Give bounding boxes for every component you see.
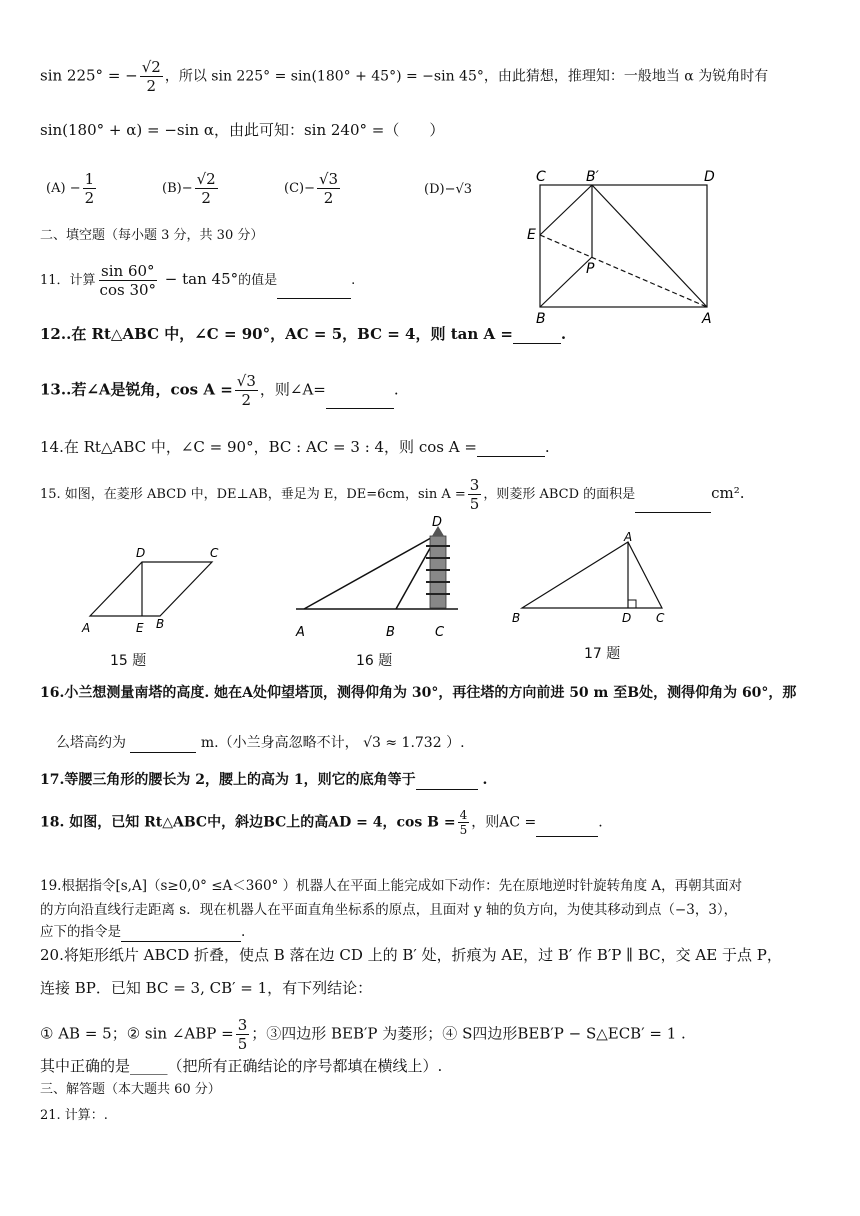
q14-text: 14.在 Rt△ABC 中，∠C = 90°，BC : AC = 3 : 4，则 cos A =: [40, 438, 477, 456]
q10-option-b: [162, 170, 220, 207]
q13-suffix: ，则∠A=: [259, 380, 326, 399]
label-c: C: [536, 169, 546, 185]
q11-mid: − tan 45°: [160, 270, 239, 288]
label-c: C: [656, 611, 665, 625]
q13-prefix: 13..若∠A是锐角，cos A =: [40, 380, 233, 399]
q19-answer-blank[interactable]: [121, 925, 241, 942]
q10-line1: [40, 58, 768, 95]
q14: [40, 437, 550, 457]
label-d: D: [704, 169, 715, 185]
q16-line2-prefix: 么塔高约为: [56, 735, 126, 751]
q20-num: 3: [237, 1016, 248, 1034]
option-sign: −: [444, 182, 456, 197]
rhombus-abcd: [90, 562, 212, 616]
q10-option-c: [284, 170, 342, 207]
label-b: B: [512, 611, 521, 625]
label-b-prime: B′: [586, 169, 599, 185]
q19-line1: 19.根据指令[s,A]（s≥0,0° ≤A＜360° ）机器人在平面上能完成如下动作：先在原地逆时针旋转角度 A，再朝其面对: [40, 878, 743, 894]
q20-line2: 连接 BP．已知 BC = 3, CB′ = 1，有下列结论：: [40, 979, 373, 997]
option-den: 2: [201, 189, 211, 207]
q11-fraction: [98, 262, 158, 299]
q12-text: 12..在 Rt△ABC 中，∠C = 90°，AC = 5，BC = 4，则 tan A =: [40, 325, 513, 343]
q11-answer-blank[interactable]: [277, 282, 351, 299]
q18: [40, 808, 603, 837]
label-e: E: [136, 621, 144, 634]
q19-end: .: [241, 924, 246, 940]
q11: 11．计算 $\frac{\sin 60^\circ}{\cos 30^\circ}$ − tan 45°的值是 .: [40, 262, 356, 299]
q11-num: sin 60°: [101, 262, 155, 280]
segment-bp: [540, 257, 592, 307]
q21: 21. 计算：.: [40, 1108, 108, 1123]
q10-option-d: [424, 180, 472, 200]
q20-den: 5: [237, 1035, 248, 1053]
tower-icon: [426, 526, 450, 608]
q20-line3-b: ；③四边形 BEB′P 为菱形；④ S四边形BEB′P − S△ECB′ = 1 .: [251, 1024, 686, 1043]
q12-end: .: [560, 325, 567, 343]
option-num: √3: [455, 182, 473, 197]
label-a: A: [702, 311, 712, 327]
q19-line3: [40, 922, 245, 942]
q20-line1: 20.将矩形纸片 ABCD 折叠，使点 B 落在边 CD 上的 B′ 处，折痕为 AE，过 B′ 作 B′P ∥ BC，交 AE 于点 P，: [40, 946, 782, 964]
q10-fraction: [140, 58, 163, 95]
q14-answer-blank[interactable]: [477, 440, 545, 457]
q15: [40, 476, 745, 513]
q19-line3-text: 应下的指令是: [40, 924, 121, 940]
option-sign: −: [304, 181, 315, 196]
q20-line4: 其中正确的是_____（把所有正确结论的序号都填在横线上）.: [40, 1057, 443, 1075]
option-sign: −: [69, 181, 81, 196]
q17-end: .: [482, 772, 488, 788]
segment-b1a: [592, 185, 707, 307]
option-label: (B): [162, 181, 182, 196]
q11-prefix: 11．计算: [40, 273, 96, 288]
q12: [40, 324, 566, 344]
q18-num: 4: [459, 808, 468, 822]
q19-line2: 的方向沿直线行走距离 s．现在机器人在平面直角坐标系的原点，且面对 y 轴的负方向，为使其移动到点（−3，3），: [40, 902, 738, 918]
option-den: 2: [84, 189, 95, 207]
option-num: √3: [319, 170, 339, 188]
option-sign: −: [181, 181, 193, 196]
q15-num: 3: [469, 476, 480, 494]
q16-line1: 16.小兰想测量南塔的高度. 她在A处仰望塔顶，测得仰角为 30°，再往塔的方向前进 50 m 至B处，测得仰角为 60°，那: [40, 685, 797, 701]
q17: [40, 770, 487, 790]
q15-prefix: 15. 如图，在菱形 ABCD 中，DE⊥AB，垂足为 E，DE=6cm，sin A =: [40, 487, 466, 502]
q13-num: √3: [236, 372, 256, 390]
figure-15-caption: 15 题: [110, 653, 147, 669]
label-a: A: [624, 530, 633, 544]
q17-answer-blank[interactable]: [416, 773, 478, 790]
q10-frac-den: 2: [146, 77, 157, 95]
q13-answer-blank[interactable]: [326, 392, 394, 409]
q16-line2-suffix: m.（小兰身高忽略不计， √3 ≈ 1.732 ）.: [200, 735, 465, 751]
q18-answer-blank[interactable]: [536, 820, 598, 837]
option-den: 2: [323, 189, 334, 207]
right-angle-mark: [628, 600, 636, 608]
label-c: C: [210, 546, 219, 560]
q20-fraction: [236, 1016, 250, 1053]
sightline-a: [304, 534, 438, 609]
label-a: A: [296, 625, 305, 640]
q10-line2: sin(180° + α) = −sin α，由此可知：sin 240° =（ ）: [40, 121, 445, 139]
q18-end: .: [598, 814, 603, 831]
q15-fraction: [468, 476, 482, 513]
option-label: (C): [284, 181, 305, 196]
q17-text: 17.等腰三角形的腰长为 2，腰上的高为 1，则它的底角等于: [40, 772, 416, 788]
label-b: B: [156, 617, 165, 631]
figure-16-tower: [290, 512, 470, 644]
label-b: B: [386, 625, 395, 640]
q18-den: 5: [459, 823, 468, 837]
label-b: B: [536, 311, 546, 327]
q18-fraction: [458, 808, 470, 837]
label-e: E: [527, 227, 536, 243]
q15-unit: cm².: [711, 484, 745, 502]
q10-option-a: [46, 170, 98, 207]
q13: [40, 372, 399, 409]
option-label: (A): [46, 181, 66, 196]
q12-answer-blank[interactable]: [513, 327, 561, 344]
q11-suffix: 的值是: [238, 273, 278, 288]
label-d: D: [622, 611, 632, 625]
q18-suffix: ，则AC =: [471, 814, 537, 831]
segment-eb1: [540, 185, 592, 235]
q11-den: cos 30°: [99, 281, 157, 299]
label-d: D: [432, 515, 443, 530]
q15-den: 5: [469, 495, 480, 513]
q18-prefix: 18. 如图，已知 Rt△ABC中，斜边BC上的高AD = 4，cos B =: [40, 814, 456, 831]
figure-17-caption: 17 题: [584, 646, 621, 662]
label-p: P: [586, 261, 595, 277]
q20-line3: [40, 1016, 686, 1053]
q16-answer-blank[interactable]: [130, 736, 196, 753]
label-c: C: [435, 625, 445, 640]
figure-16-caption: 16 题: [356, 653, 393, 669]
q14-end: .: [544, 438, 550, 456]
triangle-abc: [522, 542, 662, 608]
q13-end: .: [393, 380, 399, 399]
section3-title: 三、解答题（本大题共 60 分）: [40, 1082, 221, 1097]
figure-17-triangle: [506, 530, 676, 630]
q10-line1-a: sin 225° = −: [40, 66, 138, 85]
q15-answer-blank[interactable]: [635, 496, 711, 513]
section2-title: 二、填空题（每小题 3 分，共 30 分）: [40, 228, 264, 243]
label-a: A: [82, 621, 91, 634]
label-d: D: [136, 546, 146, 560]
rectangle-fold-figure: [520, 165, 730, 330]
option-label: (D): [424, 182, 445, 197]
q13-fraction: [235, 372, 258, 409]
q20-line3-a: ① AB = 5；② sin ∠ABP =: [40, 1024, 234, 1043]
option-num: √2: [196, 170, 216, 188]
q10-line1-b: ，所以 sin 225° = sin(180° + 45°) = −sin 45°，由此猜想，推理知：一般地当 α 为锐角时有: [164, 68, 769, 85]
q13-den: 2: [241, 391, 252, 409]
q15-suffix: ，则菱形 ABCD 的面积是: [483, 487, 636, 502]
q16-line2: [56, 733, 465, 753]
option-num: 1: [84, 170, 95, 188]
figure-15-rhombus: [78, 542, 238, 634]
segment-ea-dashed: [540, 235, 707, 307]
q10-frac-num: √2: [141, 58, 161, 76]
